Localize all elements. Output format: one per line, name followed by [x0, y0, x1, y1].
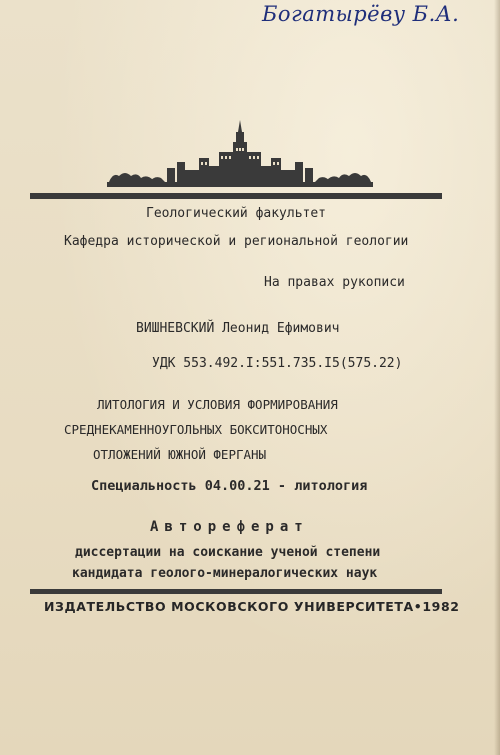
page-edge-shadow	[494, 0, 500, 755]
specialty-line: Специальность 04.00.21 - литология	[91, 478, 368, 494]
dissertation-line-1: диссертации на соискание ученой степени	[75, 545, 381, 560]
abstract-label: Автореферат	[150, 519, 309, 535]
title-line-2: СРЕДНЕКАМЕННОУГОЛЬНЫХ БОКСИТОНОСНЫХ	[64, 422, 328, 437]
rights-notice: На правах рукописи	[264, 275, 405, 290]
faculty-line: Геологический факультет	[146, 206, 327, 221]
bottom-divider	[30, 589, 442, 594]
publisher-line: ИЗДАТЕЛЬСТВО МОСКОВСКОГО УНИВЕРСИТЕТА•1982	[44, 599, 460, 614]
author-name: ВИШНЕВСКИЙ Леонид Ефимович	[136, 321, 340, 336]
title-line-1: ЛИТОЛОГИЯ И УСЛОВИЯ ФОРМИРОВАНИЯ	[97, 397, 338, 412]
dissertation-line-2: кандидата геолого-минералогических наук	[72, 566, 378, 581]
title-line-3: ОТЛОЖЕНИЙ ЮЖНОЙ ФЕРГАНЫ	[93, 447, 267, 462]
department-line: Кафедра исторической и региональной геологии	[64, 234, 409, 249]
handwritten-signature: Богатырёву Б.А.	[262, 2, 460, 26]
moscow-university-building-icon	[105, 120, 375, 192]
top-divider	[30, 193, 442, 199]
udk-code: УДК 553.492.I:551.735.I5(575.22)	[152, 356, 403, 371]
